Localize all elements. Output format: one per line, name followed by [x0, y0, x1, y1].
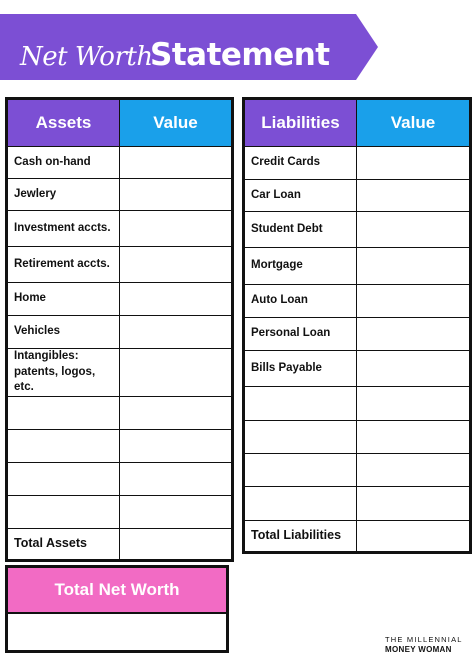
assets-value-field[interactable]: [120, 396, 233, 429]
liabilities-label: [244, 420, 357, 453]
liabilities-label: Credit Cards: [244, 147, 357, 179]
liabilities-row: [244, 520, 471, 552]
assets-row: [7, 495, 233, 528]
assets-value-field[interactable]: [120, 283, 233, 316]
assets-label: Home: [7, 283, 120, 316]
liabilities-value-field[interactable]: [357, 387, 471, 420]
assets-label: Investment accts.: [7, 211, 120, 247]
liabilities-value-field[interactable]: [357, 211, 471, 247]
assets-row: [7, 147, 233, 179]
liabilities-value-field[interactable]: [357, 420, 471, 453]
brand-logo: [385, 636, 463, 654]
assets-label: Total Assets: [7, 528, 120, 560]
liabilities-value-field[interactable]: [357, 147, 471, 179]
liabilities-label: Student Debt: [244, 211, 357, 247]
net-worth-value-field[interactable]: [8, 614, 226, 652]
liabilities-row: [244, 487, 471, 520]
liabilities-label: [244, 487, 357, 520]
liabilities-label: [244, 387, 357, 420]
banner-bold-title: Statement: [150, 37, 330, 73]
liabilities-value-field[interactable]: [357, 317, 471, 350]
liabilities-value-header: Value: [357, 99, 471, 147]
assets-row: [7, 528, 233, 560]
assets-value-field[interactable]: [120, 349, 233, 397]
brand-bottom-text: MONEY WOMAN: [385, 644, 452, 654]
net-worth-label: Total Net Worth: [8, 568, 226, 614]
assets-label: [7, 495, 120, 528]
assets-row: [7, 211, 233, 247]
assets-label: [7, 396, 120, 429]
assets-row: [7, 349, 233, 397]
assets-table: [5, 97, 234, 562]
liabilities-value-field[interactable]: [357, 351, 471, 387]
assets-label: [7, 429, 120, 462]
liabilities-label: Auto Loan: [244, 284, 357, 317]
liabilities-row: [244, 179, 471, 211]
title-banner: [0, 14, 378, 80]
assets-label: Vehicles: [7, 316, 120, 349]
liabilities-label: Car Loan: [244, 179, 357, 211]
liabilities-row: [244, 420, 471, 453]
assets-value-field[interactable]: [120, 179, 233, 211]
liabilities-value-field[interactable]: [357, 284, 471, 317]
liabilities-row: [244, 147, 471, 179]
assets-value-field[interactable]: [120, 528, 233, 560]
assets-label: Intangibles: patents, logos, etc.: [7, 349, 120, 397]
liabilities-value-field[interactable]: [357, 487, 471, 520]
assets-row: [7, 316, 233, 349]
banner-script-title: Net Worth: [20, 42, 153, 72]
assets-row: [7, 283, 233, 316]
assets-row: [7, 396, 233, 429]
assets-value-field[interactable]: [120, 429, 233, 462]
assets-header-row: [7, 99, 233, 147]
liabilities-header: Liabilities: [244, 99, 357, 147]
assets-value-field[interactable]: [120, 462, 233, 495]
assets-value-field[interactable]: [120, 211, 233, 247]
liabilities-table: [242, 97, 472, 554]
liabilities-row: [244, 284, 471, 317]
assets-value-field[interactable]: [120, 247, 233, 283]
liabilities-value-field[interactable]: [357, 520, 471, 552]
net-worth-box: [5, 565, 229, 653]
assets-value-header: Value: [120, 99, 233, 147]
brand-top-text: THE MILLENNIAL: [385, 635, 463, 644]
assets-row: [7, 247, 233, 283]
liabilities-label: Total Liabilities: [244, 520, 357, 552]
assets-label: Retirement accts.: [7, 247, 120, 283]
liabilities-label: Mortgage: [244, 248, 357, 284]
assets-label: Cash on-hand: [7, 147, 120, 179]
liabilities-row: [244, 387, 471, 420]
liabilities-label: Personal Loan: [244, 317, 357, 350]
liabilities-row: [244, 248, 471, 284]
liabilities-row: [244, 317, 471, 350]
liabilities-header-row: [244, 99, 471, 147]
liabilities-row: [244, 211, 471, 247]
liabilities-label: Bills Payable: [244, 351, 357, 387]
assets-label: Jewlery: [7, 179, 120, 211]
assets-label: [7, 462, 120, 495]
assets-value-field[interactable]: [120, 147, 233, 179]
liabilities-value-field[interactable]: [357, 248, 471, 284]
liabilities-label: [244, 454, 357, 487]
assets-row: [7, 462, 233, 495]
liabilities-row: [244, 454, 471, 487]
assets-header: Assets: [7, 99, 120, 147]
liabilities-value-field[interactable]: [357, 454, 471, 487]
assets-value-field[interactable]: [120, 495, 233, 528]
assets-value-field[interactable]: [120, 316, 233, 349]
liabilities-row: [244, 351, 471, 387]
assets-row: [7, 429, 233, 462]
liabilities-value-field[interactable]: [357, 179, 471, 211]
assets-row: [7, 179, 233, 211]
